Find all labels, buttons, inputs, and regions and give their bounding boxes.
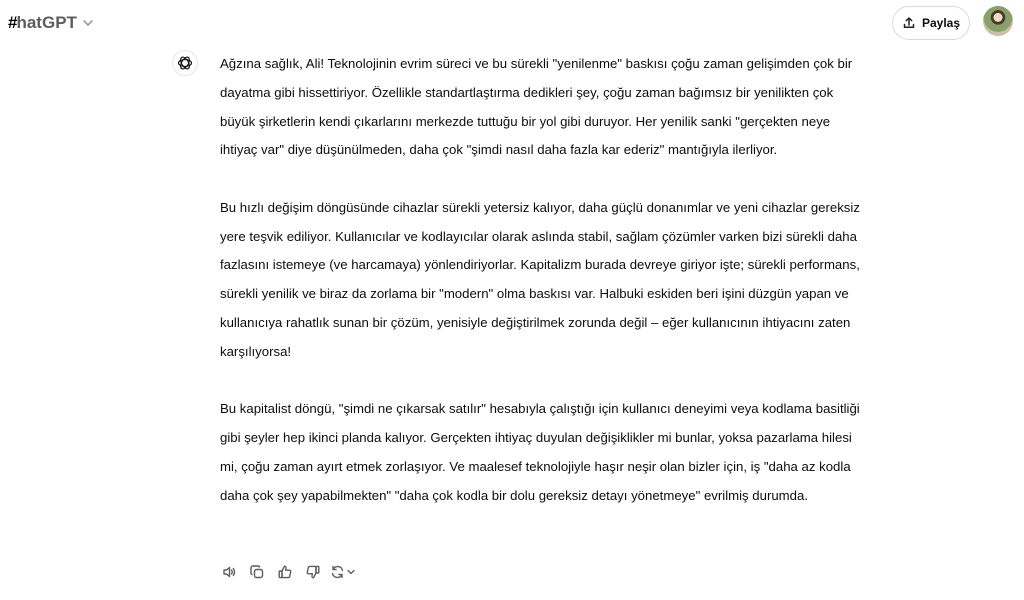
avatar[interactable] [983, 6, 1013, 36]
share-upload-icon [902, 16, 916, 30]
model-name-prefix: # [8, 13, 18, 32]
message-paragraph: Bu hızlı değişim döngüsünde cihazlar sürekli yetersiz kalıyor, daha güçlü donanımlar ve yeni cihazlar gereksiz yere teşvik ediliyor. Kullanıcılar ve kodlayıcılar olarak aslında stabil, sağlam çözümler varken bizi sürekli daha fazlasını istemeye (ve harcamaya) yönlendiriyorlar. Kapitalizm burada devreye giriyor işte; sürekli performans, sürekli yenilik ve biraz da zorlama bir "modern" olma baskısı var. Halbuki eskiden beri işini düzgün yapan ve kullanıcıya rahatlık sunan bir çözüm, yenisiyle değiştirilmek zorunda değil – eğer kullanıcının ihtiyacını zaten karşılıyorsa! [220, 199, 860, 359]
message-paragraph: Ağzına sağlık, Ali! Teknolojinin evrim süreci ve bu sürekli "yenilenme" baskısı çoğu zaman gelişimden çok bir dayatma gibi hissettiriyor. Özellikle standartlaştırma dedikleri şey, çoğu zaman bağımsız bir yenilikten çok büyük şirketlerin kendi çıkarlarını merkezde tuttuğu bir yol gibi duruyor. Her yenilik sanki "gerçekten neye ihtiyaç var" diye düşünülmeden, daha çok "şimdi nasıl daha fazla kar ederiz" mantığıyla ilerliyor. [220, 56, 853, 158]
assistant-message [220, 50, 865, 539]
top-bar [0, 0, 1024, 46]
copy-icon[interactable] [246, 561, 268, 583]
share-button[interactable] [892, 6, 970, 40]
model-name [8, 13, 77, 33]
model-selector[interactable] [8, 10, 95, 36]
chevron-down-icon [81, 16, 95, 30]
openai-logo-icon [172, 50, 198, 76]
share-label: Paylaş [921, 16, 961, 30]
thumbs-up-icon[interactable] [274, 561, 296, 583]
regenerate-icon[interactable] [330, 561, 360, 583]
message-paragraph: Bu kapitalist döngü, "şimdi ne çıkarsak satılır" hesabıyla çalıştığı için kullanıcı deneyimi veya kodlama basitliği gibi şeyler hep ikinci planda kalıyor. Gerçekten ihtiyaç duyulan değişiklikler mi bunlar, yoksa pazarlama hilesi mi, çoğu zaman ayırt etmek zorlaşıyor. Ve maalesef teknolojiyle haşır neşir olan bizler için, iş "daha az kodla daha çok şey yapabilmekten" "daha çok kodla bir dolu gereksiz detayı yönetmeye" evrilmiş durumda. [220, 401, 860, 503]
speaker-icon[interactable] [218, 561, 240, 583]
message-actions [218, 561, 360, 583]
thumbs-down-icon[interactable] [302, 561, 324, 583]
model-name-rest: hatGPT [16, 13, 77, 32]
